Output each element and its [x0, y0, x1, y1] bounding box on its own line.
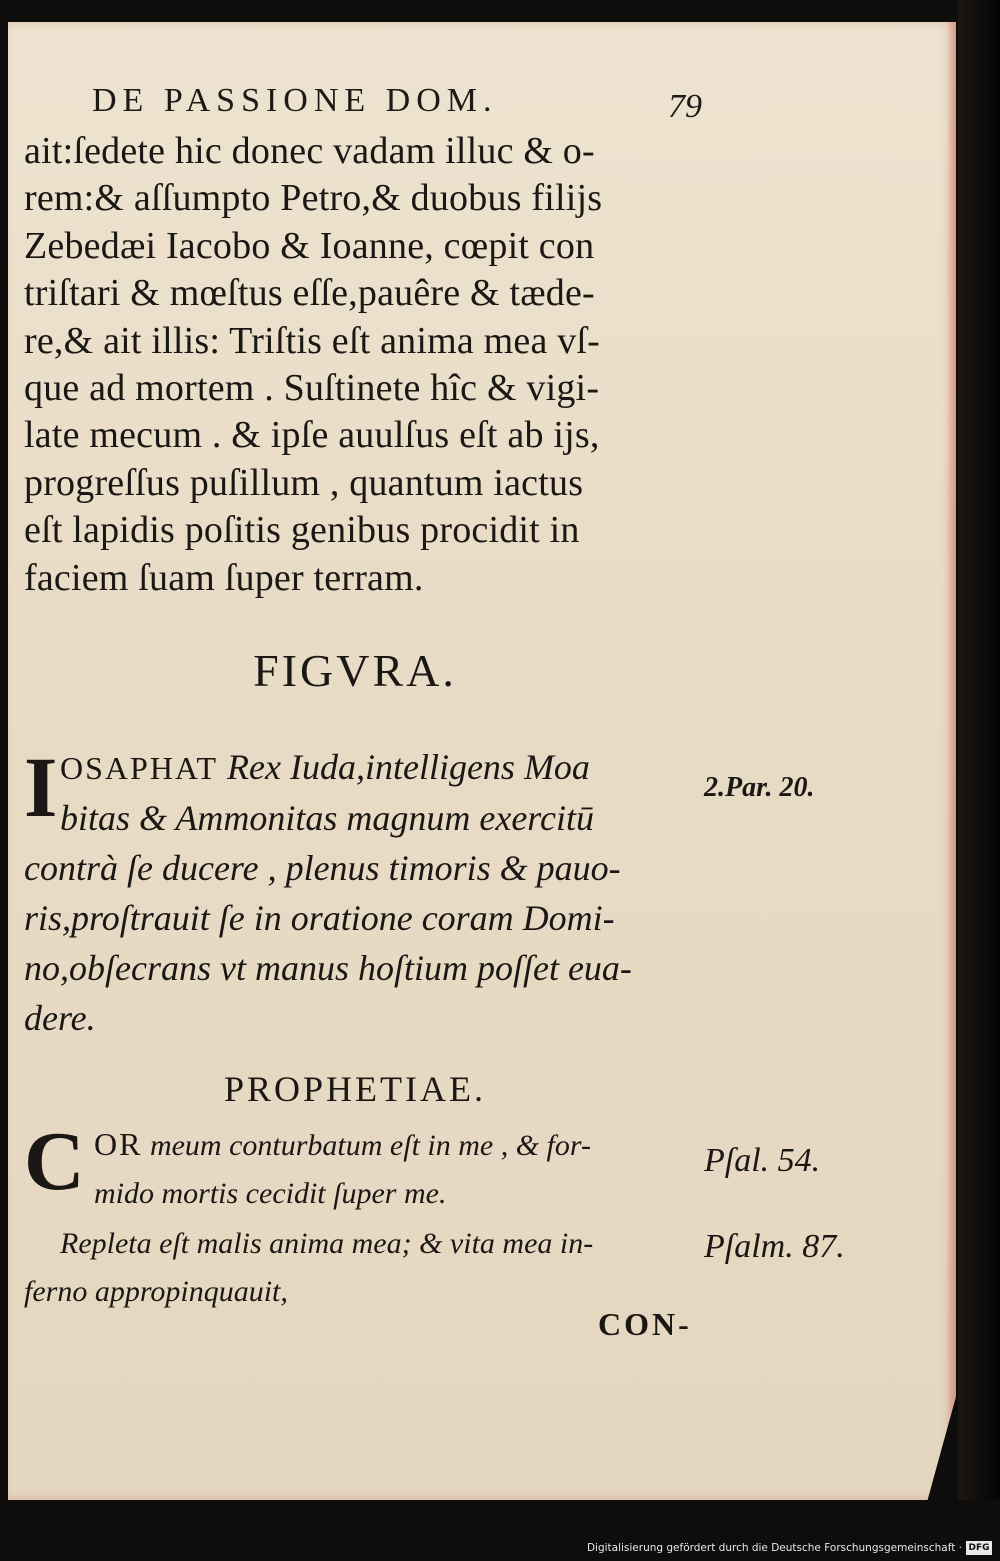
prophetiae-heading: PROPHETIAE. — [223, 1069, 486, 1109]
figura-section — [24, 739, 714, 1043]
digitization-credit: Digitalisierung gefördert durch die Deutsche Forschungsgemeinschaft · — [586, 1542, 962, 1554]
figura-line: contrà ſe ducere , plenus timoris & pauo- — [24, 848, 621, 888]
body-line: progreſſus puſillum , quantum iactus — [24, 461, 584, 504]
body-line: ait:ſedete hic donec vadam illuc & o- — [24, 130, 595, 172]
body-line: que ad mortem . Suſtinete hîc & vigi- — [24, 367, 600, 410]
body-line: late mecum . & ipſe auulſus eſt ab ijs, — [24, 414, 600, 457]
marginal-note-par: 2.Par. 20. — [704, 772, 815, 803]
dfg-logo: DFG — [966, 1541, 992, 1555]
running-title: DE PASSIONE DOM. — [92, 82, 498, 119]
body-line: Zebedæi Iacobo & Ioanne, cœpit con — [24, 224, 595, 267]
figura-line: no,obſecrans vt manus hoſtium poſſet eua- — [24, 948, 632, 988]
page-header — [92, 82, 702, 124]
figura-first-word: OSAPHAT — [60, 750, 219, 786]
prophetiae-first-line — [24, 1120, 714, 1170]
drop-cap: I — [24, 739, 58, 835]
prophetiae-line: ferno appropinquauit, — [24, 1275, 288, 1308]
figura-line: bitas & Ammonitas magnum exercitū — [60, 798, 594, 838]
scan-background-edge — [958, 0, 1000, 1500]
body-text — [24, 128, 696, 602]
prophetiae-section — [24, 1115, 714, 1316]
drop-cap: C — [24, 1115, 85, 1208]
marginal-note-psalm-87: Pſalm. 87. — [704, 1228, 845, 1265]
figura-line: ris,proſtrauit ſe in oratione coram Domi- — [24, 898, 615, 938]
prophetiae-line: Repleta eſt malis anima mea; & vita mea in- — [60, 1227, 594, 1260]
figura-first-line — [24, 742, 714, 793]
body-line: faciem ſuam ſuper terram. — [24, 556, 424, 599]
figura-first-rest: Rex Iuda,intelligens Moa — [218, 747, 590, 787]
catchword: CON- — [598, 1306, 692, 1342]
marginal-note-psal-54: Pſal. 54. — [704, 1142, 821, 1179]
prophetiae-first-word: OR — [94, 1126, 143, 1162]
page-number: 79 — [668, 88, 702, 125]
body-line: rem:& aſſumpto Petro,& duobus filijs — [24, 177, 603, 220]
body-line: eſt lapidis poſitis genibus procidit in — [24, 509, 580, 552]
figura-line: dere. — [24, 998, 96, 1038]
prophetiae-line: mido mortis cecidit ſuper me. — [94, 1177, 447, 1210]
body-line: triſtari & mœſtus eſſe,pauêre & tæde- — [24, 272, 595, 315]
body-line: re,& ait illis: Triſtis eſt anima mea vſ- — [24, 319, 601, 362]
figura-heading: FIGVRA. — [253, 645, 457, 696]
prophetiae-first-rest: meum conturbatum eſt in me , & for- — [142, 1129, 591, 1162]
